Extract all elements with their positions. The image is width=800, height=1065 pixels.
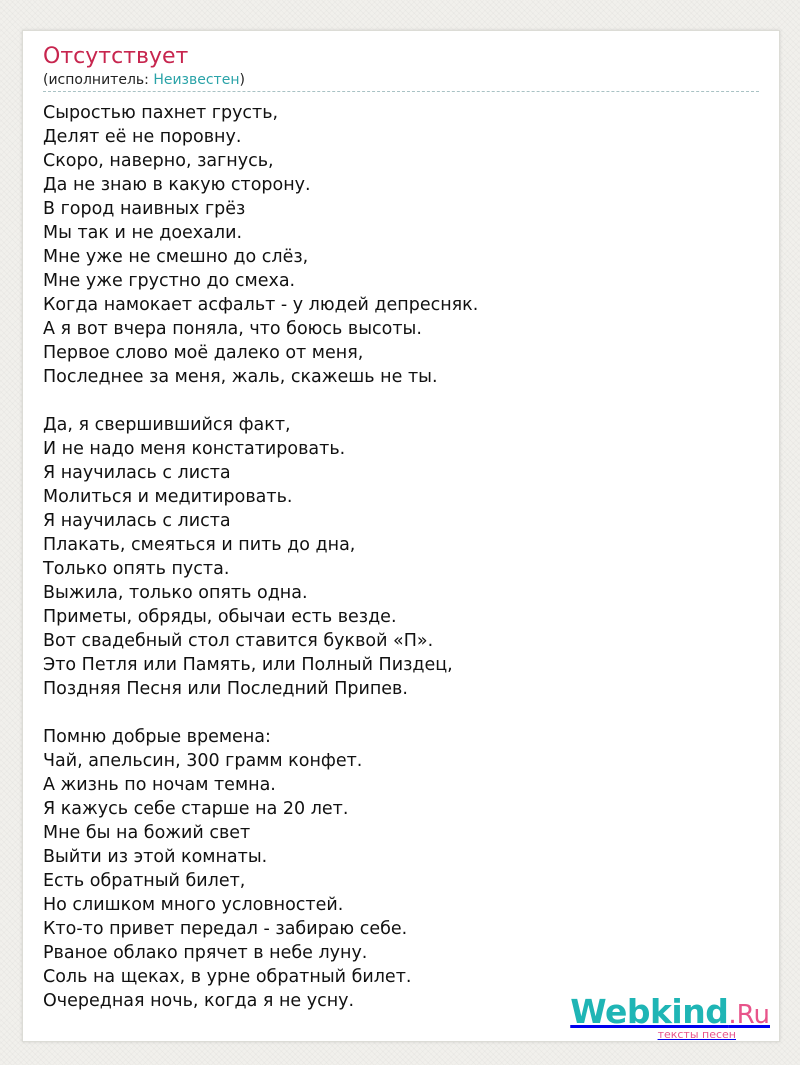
lyric-line: Плакать, смеяться и пить до дна,	[43, 535, 356, 555]
lyrics-card	[22, 30, 780, 1042]
lyrics-text	[43, 101, 759, 1013]
lyric-line: Чай, апельсин, 300 грамм конфет.	[43, 751, 363, 771]
logo-brand: Webkind	[570, 992, 729, 1031]
lyric-line: Есть обратный билет,	[43, 871, 246, 891]
lyric-line: Первое слово моё далеко от меня,	[43, 343, 364, 363]
lyric-line: Молиться и медитировать.	[43, 487, 293, 507]
stanza-2	[43, 413, 759, 701]
song-title: Отсутствует	[43, 44, 189, 69]
lyric-line: Мне уже не смешно до слёз,	[43, 247, 309, 267]
lyric-line: Скоро, наверно, загнусь,	[43, 151, 274, 171]
lyric-line: Кто-то привет передал - забираю себе.	[43, 919, 408, 939]
lyric-line: А я вот вчера поняла, что боюсь высоты.	[43, 319, 422, 339]
lyric-line: Сыростью пахнет грусть,	[43, 103, 279, 123]
lyric-line: Очередная ночь, когда я не усну.	[43, 991, 355, 1011]
lyric-line: Поздняя Песня или Последний Припев.	[43, 679, 408, 699]
lyric-line: Мне уже грустно до смеха.	[43, 271, 296, 291]
lyric-line: Приметы, обряды, обычаи есть везде.	[43, 607, 397, 627]
lyric-line: Я научилась с листа	[43, 463, 231, 483]
lyric-line: Когда намокает асфальт - у людей депресняк.	[43, 295, 479, 315]
performer-prefix: (исполнитель:	[43, 72, 154, 88]
lyric-line: А жизнь по ночам темна.	[43, 775, 276, 795]
stanza-3	[43, 725, 759, 1013]
lyric-line: И не надо меня констатировать.	[43, 439, 346, 459]
lyric-line: Соль на щеках, в урне обратный билет.	[43, 967, 412, 987]
lyric-line: Это Петля или Память, или Полный Пиздец,	[43, 655, 453, 675]
lyric-line: Выйти из этой комнаты.	[43, 847, 268, 867]
lyric-line: Помню добрые времена:	[43, 727, 271, 747]
lyric-line: Последнее за меня, жаль, скажешь не ты.	[43, 367, 438, 387]
lyric-line: Мы так и не доехали.	[43, 223, 243, 243]
logo-tagline: тексты песен	[657, 1028, 736, 1041]
lyric-line: Только опять пуста.	[43, 559, 230, 579]
lyric-line: Мне бы на божий свет	[43, 823, 251, 843]
lyric-line: Я научилась с листа	[43, 511, 231, 531]
lyric-line: Да не знаю в какую сторону.	[43, 175, 311, 195]
performer-suffix: )	[239, 72, 245, 88]
lyric-line: Но слишком много условностей.	[43, 895, 344, 915]
performer-line	[43, 71, 245, 89]
lyric-line: Вот свадебный стол ставится буквой «П».	[43, 631, 434, 651]
site-logo[interactable]	[570, 994, 770, 1041]
lyric-line: Делят её не поровну.	[43, 127, 242, 147]
title-divider	[43, 91, 759, 92]
performer-link[interactable]: Неизвестен	[153, 72, 240, 88]
lyric-line: В город наивных грёз	[43, 199, 246, 219]
lyric-line: Да, я свершившийся факт,	[43, 415, 291, 435]
lyric-line: Рваное облако прячет в небе луну.	[43, 943, 368, 963]
lyric-line: Я кажусь себе старше на 20 лет.	[43, 799, 349, 819]
logo-tld: .Ru	[728, 1000, 770, 1030]
stanza-1	[43, 101, 759, 389]
lyric-line: Выжила, только опять одна.	[43, 583, 308, 603]
